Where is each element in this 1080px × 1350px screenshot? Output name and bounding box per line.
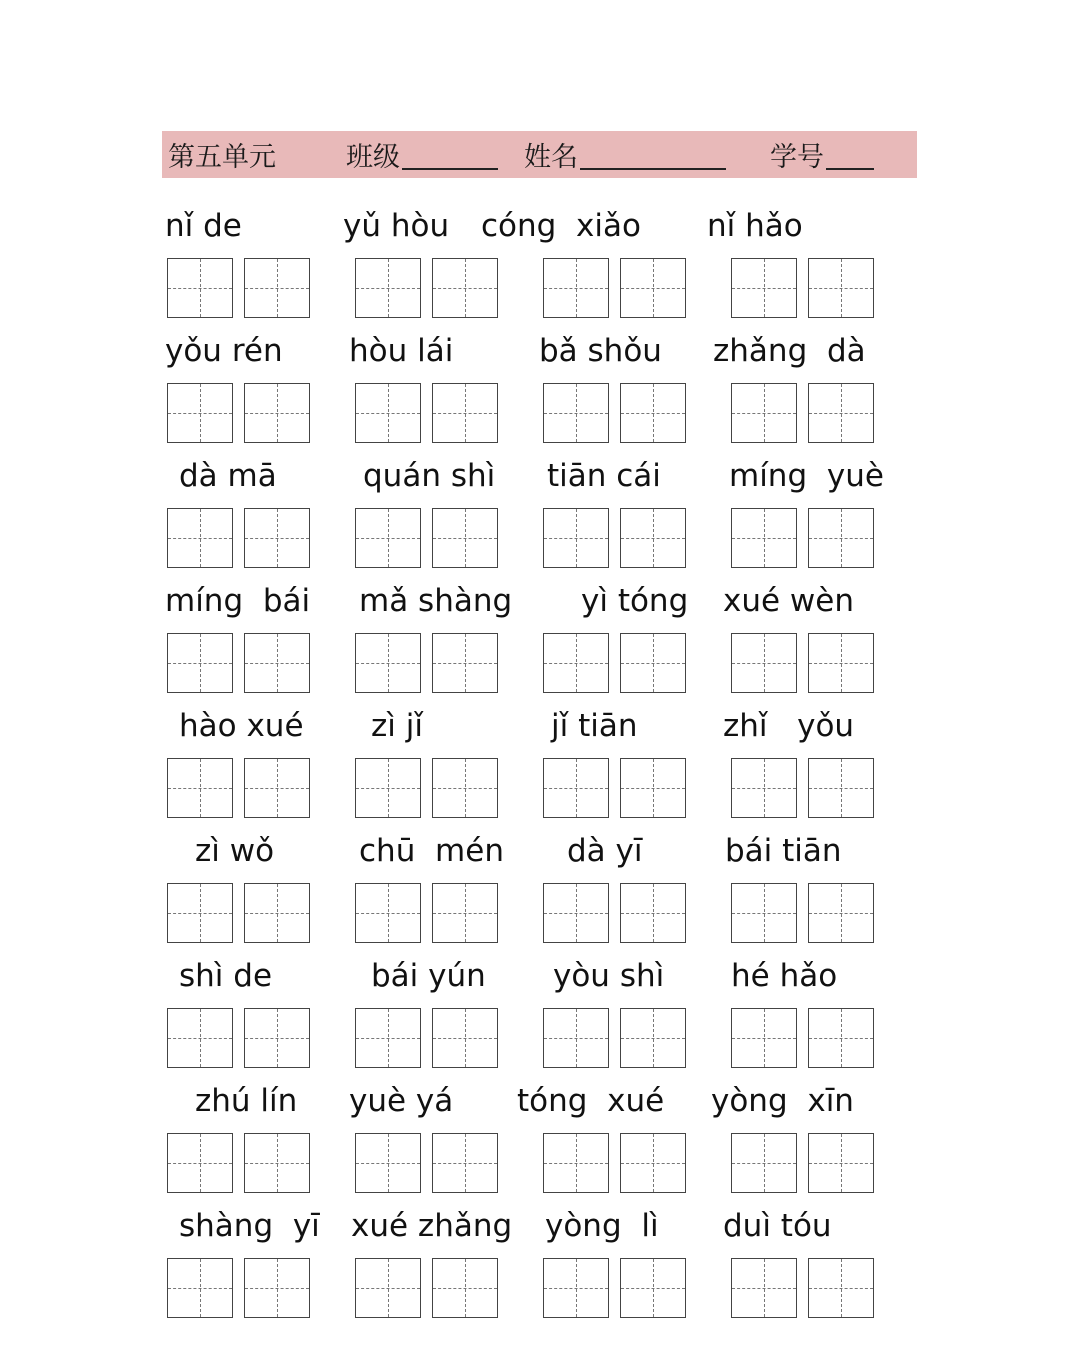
character-writing-box[interactable]	[432, 1258, 498, 1318]
pinyin-label: tóng xué	[517, 1083, 665, 1119]
class-label: 班级	[346, 142, 400, 173]
word-row	[0, 277, 1080, 402]
pinyin-label: bái tiān	[725, 833, 842, 869]
character-writing-box[interactable]	[355, 1258, 421, 1318]
pinyin-label: shì de	[179, 958, 273, 994]
word-item	[351, 1152, 525, 1257]
word-row	[0, 1027, 1080, 1152]
pinyin-label: yuè yá	[349, 1083, 454, 1119]
word-row	[0, 527, 1080, 652]
pinyin-label: míng bái	[165, 583, 311, 619]
word-item	[723, 652, 901, 757]
pinyin-label: shàng yī	[179, 1208, 320, 1244]
pinyin-label: duì tóu	[723, 1208, 832, 1244]
character-writing-box[interactable]	[731, 1258, 797, 1318]
pinyin-label: hé hǎo	[731, 958, 838, 994]
pinyin-label: dà yī	[567, 833, 643, 869]
word-item	[723, 527, 901, 632]
pinyin-label: zhǐ yǒu	[723, 708, 855, 744]
pinyin-label: yǔ hòu	[343, 208, 450, 244]
word-item	[167, 152, 337, 257]
pinyin-label: jǐ tiān	[551, 708, 638, 744]
pinyin-label: nǐ de	[165, 208, 242, 244]
word-item	[167, 902, 337, 1007]
word-item	[355, 902, 525, 1007]
word-item	[167, 402, 337, 507]
pinyin-label: yǒu rén	[165, 333, 283, 369]
pinyin-label: yòng lì	[545, 1208, 659, 1244]
pinyin-label: chū mén	[359, 833, 504, 869]
name-label: 姓名	[524, 142, 578, 173]
word-item	[543, 777, 713, 882]
word-item	[707, 152, 901, 257]
word-item	[713, 277, 901, 382]
word-row	[0, 402, 1080, 527]
pinyin-label: quán shì	[363, 458, 496, 494]
word-item	[355, 527, 525, 632]
word-item	[355, 402, 525, 507]
character-writing-box[interactable]	[808, 1258, 874, 1318]
word-item	[517, 1027, 713, 1132]
pinyin-label: tiān cái	[547, 458, 661, 494]
word-item	[167, 1152, 337, 1257]
character-writing-box[interactable]	[244, 1258, 310, 1318]
word-row	[0, 652, 1080, 777]
pinyin-label: zhú lín	[195, 1083, 298, 1119]
word-row	[0, 152, 1080, 277]
word-row	[0, 777, 1080, 902]
pinyin-label: yòng xīn	[711, 1083, 854, 1119]
word-item	[543, 652, 713, 757]
word-item	[543, 527, 713, 632]
word-item	[167, 527, 337, 632]
word-row	[0, 1152, 1080, 1277]
pinyin-label: cóng xiǎo	[481, 208, 641, 244]
pinyin-label: míng yuè	[729, 458, 884, 494]
word-item	[711, 1027, 901, 1132]
word-item	[539, 277, 713, 382]
character-writing-box[interactable]	[620, 1258, 686, 1318]
word-item	[167, 1027, 337, 1132]
pinyin-label: bái yún	[371, 958, 486, 994]
word-item	[349, 277, 525, 382]
pinyin-label: yì tóng	[581, 583, 689, 619]
word-item	[543, 1152, 713, 1257]
word-item	[725, 777, 901, 882]
pinyin-label: xué zhǎng	[351, 1208, 513, 1244]
word-item	[731, 402, 901, 507]
word-item	[349, 1027, 525, 1132]
pinyin-label: nǐ hǎo	[707, 208, 803, 244]
word-item	[543, 402, 713, 507]
character-writing-box[interactable]	[167, 1258, 233, 1318]
pinyin-label: bǎ shǒu	[539, 333, 662, 369]
word-row	[0, 902, 1080, 1027]
character-writing-box[interactable]	[543, 1258, 609, 1318]
pinyin-label: yòu shì	[553, 958, 665, 994]
pinyin-label: zhǎng dà	[713, 333, 866, 369]
word-item	[355, 652, 525, 757]
word-item	[731, 902, 901, 1007]
word-item	[167, 652, 337, 757]
pinyin-label: hòu lái	[349, 333, 454, 369]
word-item	[167, 277, 337, 382]
word-item	[167, 777, 337, 882]
pinyin-label: xué wèn	[723, 583, 854, 619]
word-item	[723, 1152, 901, 1257]
pinyin-label: dà mā	[179, 458, 277, 494]
pinyin-label: zì wǒ	[195, 833, 275, 869]
pinyin-label: zì jǐ	[371, 708, 423, 744]
word-item	[543, 902, 713, 1007]
pinyin-label: hào xué	[179, 708, 304, 744]
unit-title: 第五单元	[168, 142, 276, 173]
word-item	[355, 777, 525, 882]
pinyin-label: mǎ shàng	[359, 583, 513, 619]
student-number-label: 学号	[770, 142, 824, 173]
